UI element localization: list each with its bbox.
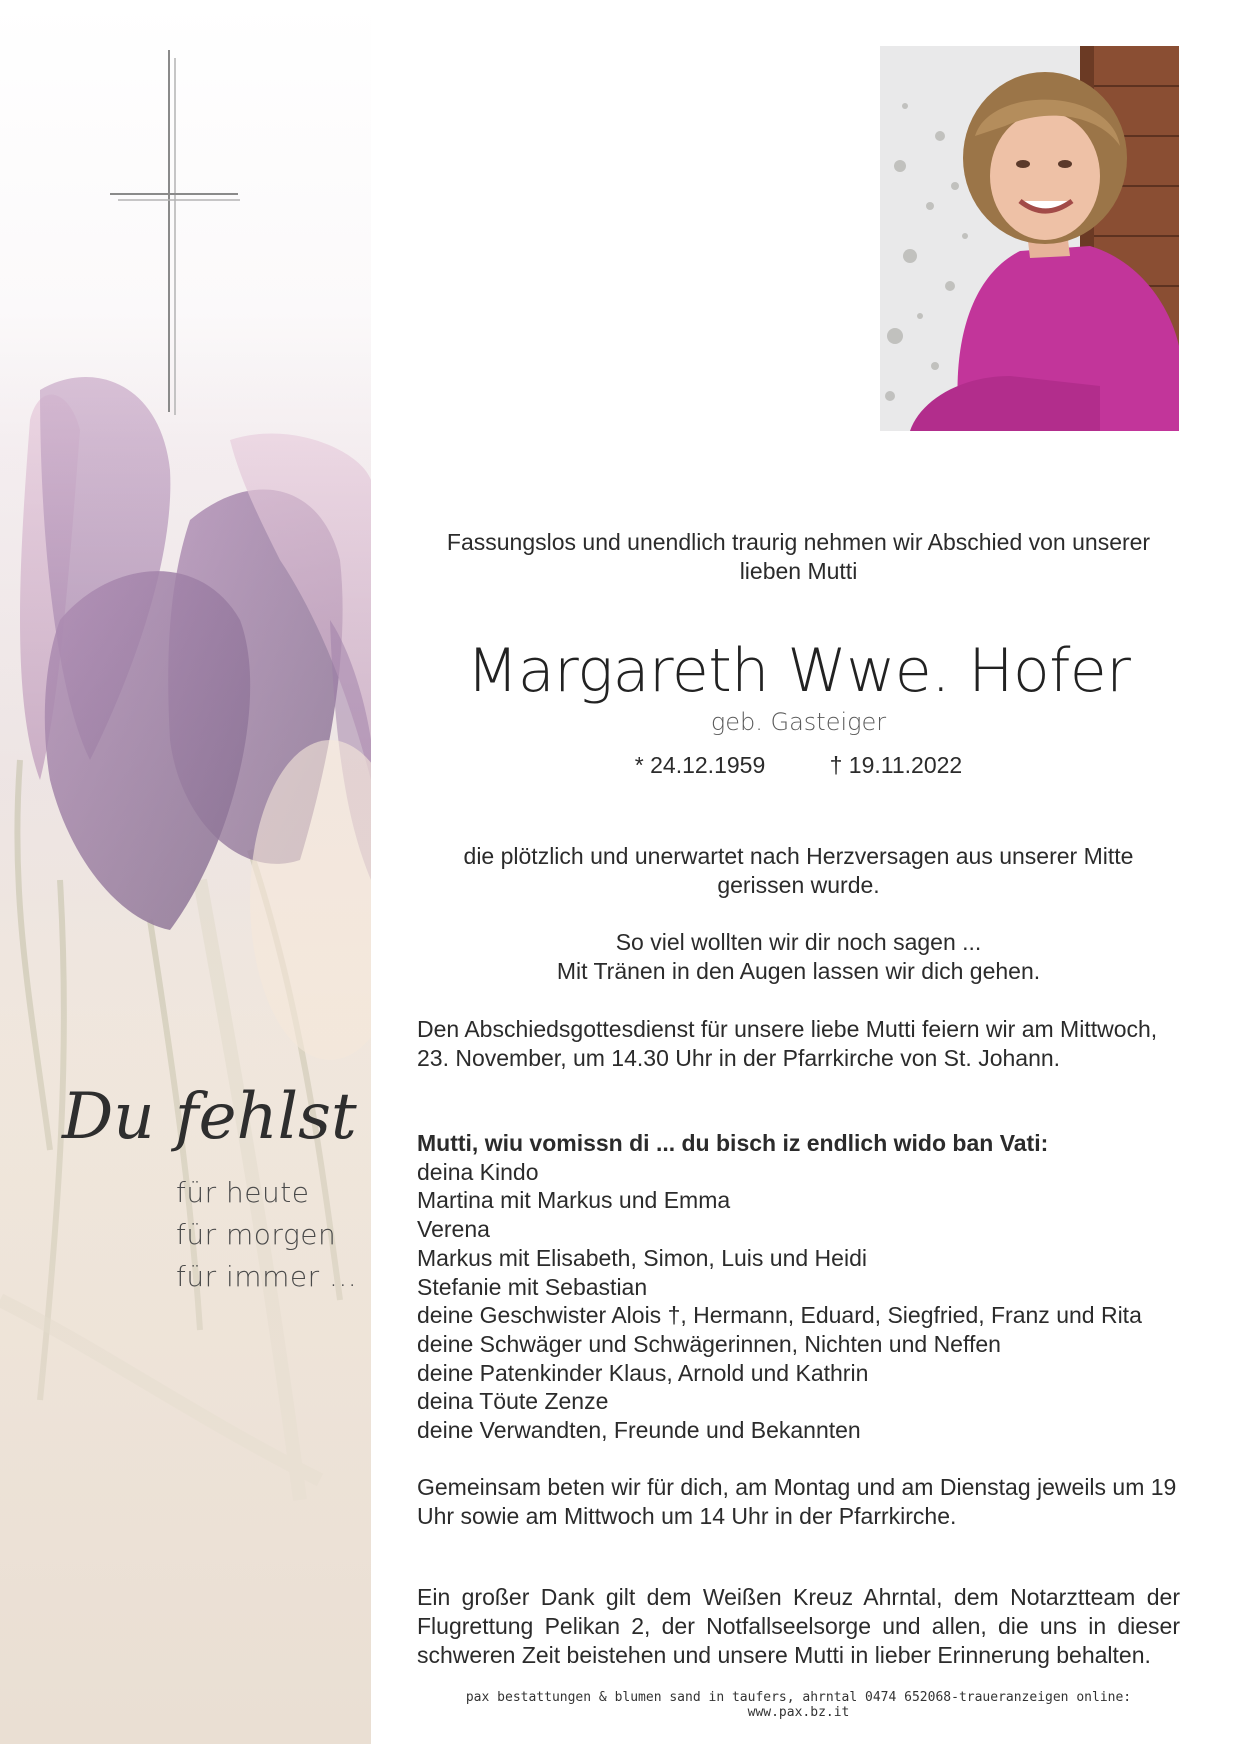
subtitle-line: für heute bbox=[176, 1176, 310, 1209]
deceased-name: Margareth Wwe. Hofer bbox=[466, 636, 1131, 706]
portrait-photo bbox=[880, 46, 1179, 431]
footer-credit: pax bestattungen & blumen sand in taufers, ahrntal 0474 652068-traueranzeigen online: www.pax.bz.it bbox=[465, 1690, 1132, 1720]
death-date: † 19.11.2022 bbox=[829, 752, 963, 778]
family-line: deina Töute Zenze bbox=[417, 1388, 609, 1415]
family-line: Verena bbox=[417, 1216, 490, 1243]
family-line: deine Geschwister Alois †, Hermann, Eduard, Siegfried, Franz und Rita bbox=[417, 1302, 1142, 1329]
farewell-text bbox=[417, 928, 1180, 986]
family-line: deine Schwäger und Schwägerinnen, Nichten und Neffen bbox=[417, 1330, 1001, 1357]
thanks-text: Ein großer Dank gilt dem Weißen Kreuz Ahrntal, dem Notarztteam der Flugrettung Pelikan 2, der Notfallseelsorge und allen, die uns in dieser schweren Zeit beistehen und unsere Mutti in lieber Erinnerung behalten. bbox=[417, 1584, 1180, 1668]
family-line: Markus mit Elisabeth, Simon, Luis und Heidi bbox=[417, 1244, 867, 1271]
family-line: deine Verwandten, Freunde und Bekannten bbox=[417, 1417, 861, 1444]
prayer-text: Gemeinsam beten wir für dich, am Montag und am Dienstag jeweils um 19 Uhr sowie am Mittwoch um 14 Uhr in der Pfarrkirche. bbox=[417, 1474, 1177, 1529]
farewell-line: So viel wollten wir dir noch sagen ... bbox=[615, 929, 982, 955]
farewell-line: Mit Tränen in den Augen lassen wir dich gehen. bbox=[556, 958, 1041, 984]
life-dates bbox=[417, 752, 1180, 779]
family-line: deine Patenkinder Klaus, Arnold und Kathrin bbox=[417, 1359, 869, 1386]
family-line: Martina mit Markus und Emma bbox=[417, 1187, 731, 1214]
cross-icon bbox=[110, 50, 240, 415]
subtitle-line: für immer ... bbox=[176, 1260, 358, 1293]
subtitle-lines bbox=[176, 1172, 357, 1298]
family-line: deina Kindo bbox=[417, 1158, 539, 1185]
family-list bbox=[417, 1129, 1180, 1445]
family-line: Stefanie mit Sebastian bbox=[417, 1273, 648, 1300]
subtitle-line: für morgen bbox=[176, 1218, 337, 1251]
birth-date: * 24.12.1959 bbox=[634, 752, 766, 778]
service-text: Den Abschiedsgottesdienst für unsere liebe Mutti feiern wir am Mittwoch, 23. November, um 14.30 Uhr in der Pfarrkirche von St. Johann. bbox=[417, 1016, 1158, 1071]
cause-text: die plötzlich und unerwartet nach Herzversagen aus unserer Mitte gerissen wurde. bbox=[463, 843, 1134, 898]
family-lead: Mutti, wiu vomissn di ... du bisch iz endlich wido ban Vati: bbox=[417, 1130, 1049, 1156]
maiden-name: geb. Gasteiger bbox=[710, 708, 887, 736]
intro-text: Fassungslos und unendlich traurig nehmen wir Abschied von unserer lieben Mutti bbox=[446, 529, 1151, 584]
script-title-text: Du fehlst bbox=[62, 1080, 357, 1154]
script-title bbox=[58, 1060, 358, 1180]
